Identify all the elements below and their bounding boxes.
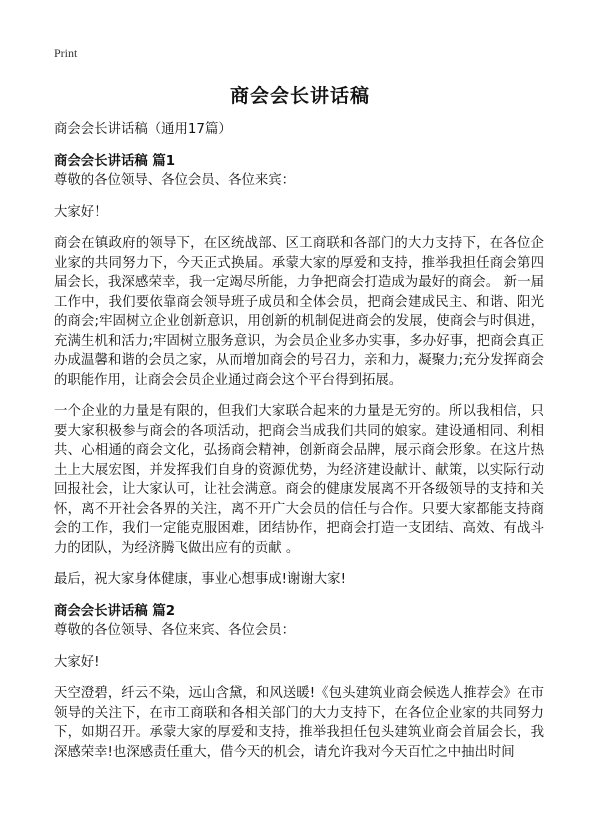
document-subtitle: 商会会长讲话稿（通用17篇） bbox=[54, 122, 232, 137]
greeting: 大家好！ bbox=[54, 204, 108, 220]
document-body bbox=[54, 120, 544, 774]
closing-paragraph: 最后，祝大家身体健康，事业心想事成!谢谢大家! bbox=[54, 572, 346, 587]
page-title: 商会会长讲话稿 bbox=[229, 85, 370, 107]
print-link[interactable]: Print bbox=[54, 46, 78, 60]
section-heading: 商会会长讲话稿 篇2 bbox=[54, 603, 176, 619]
greeting: 大家好! bbox=[54, 654, 100, 670]
section-2 bbox=[54, 602, 544, 763]
section-1 bbox=[54, 152, 544, 590]
salutation: 尊敬的各位领导、各位来宾、各位会员： bbox=[54, 623, 296, 638]
body-paragraph: 商会在镇政府的领导下，在区统战部、区工商联和各部门的大力支持下，在各位企业家的共同努力下，今天正式换届。承蒙大家的厚爱和支持，推举我担任商会第四届会长，我深感荣幸，我一定竭尽所能，力争把商会打造成为最好的商会。 新一届工作中，我们要依靠商会领导班子成员和全体会员，把商会建成民主、和谐、阳光的商会;牢固树立企业创新意识，用创新的机制促进商会的发展，使商会与时俱进，充满生机和活力;牢固树立服务意识，为会员企业多办实事，多办好事，把商会真正办成温馨和谐的会员之家，从而增加商会的号召力，亲和力，凝聚力;充分发挥商会的职能作用，让商会会员企业通过商会这个平台得到拓展。 bbox=[54, 236, 544, 388]
salutation: 尊敬的各位领导、各位会员、各位来宾： bbox=[54, 173, 296, 188]
body-paragraph: 天空澄碧，纤云不染，远山含黛，和风送暖!《包头建筑业商会候选人推荐会》在市领导的关注下，在市工商联和各相关部门的大力支持下，在各位企业家的共同努力下，如期召开。承蒙大家的厚爱和支持，推举我担任包头建筑业商会首届会长，我深感荣幸!也深感责任重大，借今天的机会，请允许我对今天百忙之中抽出时间 bbox=[54, 686, 544, 760]
section-heading: 商会会长讲话稿 篇1 bbox=[54, 153, 176, 169]
body-paragraph: 一个企业的力量是有限的，但我们大家联合起来的力量是无穷的。所以我相信，只要大家积极参与商会的各项活动，把商会当成我们共同的娘家。建设通相同、利相共、心相通的商会文化，弘扬商会精神，创新商会品牌，展示商会形象。在这片热土上大展宏图，并发挥我们自身的资源优势，为经济建设献计、献策，以实际行动回报社会，让大家认可，让社会满意。商会的健康发展离不开各级领导的支持和关怀，离不开社会各界的关注，离不开广大会员的信任与合作。只要大家都能支持商会的工作，我们一定能克服困难，团结协作，把商会打造一支团结、高效、有战斗力的团队，为经济腾飞做出应有的贡献 。 bbox=[54, 404, 544, 556]
